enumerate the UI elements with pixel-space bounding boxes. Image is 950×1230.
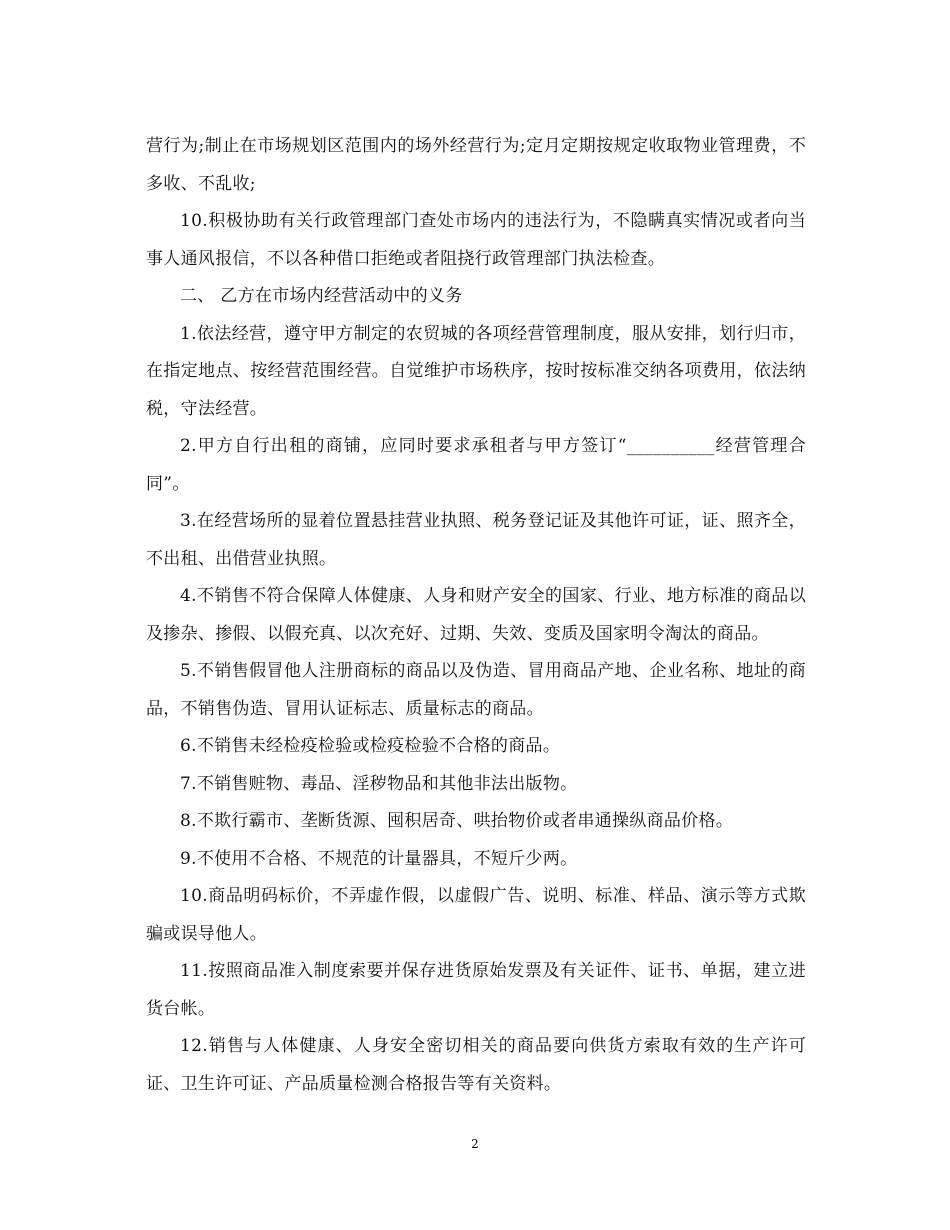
paragraph-item-10-cooperate: 10.积极协助有关行政管理部门查处市场内的违法行为，不隐瞒真实情况或者向当事人通风报信，不以各种借口拒绝或者阻挠行政管理部门执法检查。 xyxy=(146,211,806,269)
section-heading-party-b-obligations: 二、 乙方在市场内经营活动中的义务 xyxy=(180,286,463,306)
paragraph-item-10: 10.商品明码标价，不弄虚作假，以虚假广告、说明、标准、样品、演示等方式欺骗或误导他人。 xyxy=(146,886,806,944)
paragraph-item-11: 11.按照商品准入制度索要并保存进货原始发票及有关证件、证书、单据，建立进货台帐。 xyxy=(146,961,806,1019)
paragraph-item-8: 8.不欺行霸市、垄断货源、囤积居奇、哄抬物价或者串通操纵商品价格。 xyxy=(180,811,734,831)
paragraph-item-7: 7.不销售赃物、毒品、淫秽物品和其他非法出版物。 xyxy=(180,773,578,794)
paragraph-item-12: 12.销售与人体健康、人身安全密切相关的商品要向供货方索取有效的生产许可证、卫生许可证、产品质量检测合格报告等有关资料。 xyxy=(146,1036,806,1094)
page-number: 2 xyxy=(471,1137,479,1151)
paragraph-item-4: 4.不销售不符合保障人体健康、人身和财产安全的国家、行业、地方标准的商品以及掺杂、掺假、以假充真、以次充好、过期、失效、变质及国家明令淘汰的商品。 xyxy=(146,586,806,644)
paragraph-item-9: 9.不使用不合格、不规范的计量器具，不短斤少两。 xyxy=(180,848,578,869)
paragraph-item-5: 5.不销售假冒他人注册商标的商品以及伪造、冒用商品产地、企业名称、地址的商品，不销售伪造、冒用认证标志、质量标志的商品。 xyxy=(146,661,806,719)
paragraph-item-6: 6.不销售未经检疫检验或检疫检验不合格的商品。 xyxy=(180,736,561,756)
paragraph-item-3: 3.在经营场所的显着位置悬挂营业执照、税务登记证及其他许可证，证、照齐全，不出租、出借营业执照。 xyxy=(146,511,806,569)
paragraph-item-1: 1.依法经营，遵守甲方制定的农贸城的各项经营管理制度，服从安排，划行归市，在指定地点、按经营范围经营。自觉维护市场秩序，按时按标准交纳各项费用，依法纳税，守法经营。 xyxy=(146,323,806,419)
document-body xyxy=(146,128,806,1103)
paragraph-item-2: 2.甲方自行出租的商铺，应同时要求承租者与甲方签订“__________经营管理合同”。 xyxy=(146,436,806,494)
paragraph-continuation: 营行为;制止在市场规划区范围内的场外经营行为;定月定期按规定收取物业管理费，不多收、不乱收; xyxy=(146,136,806,194)
